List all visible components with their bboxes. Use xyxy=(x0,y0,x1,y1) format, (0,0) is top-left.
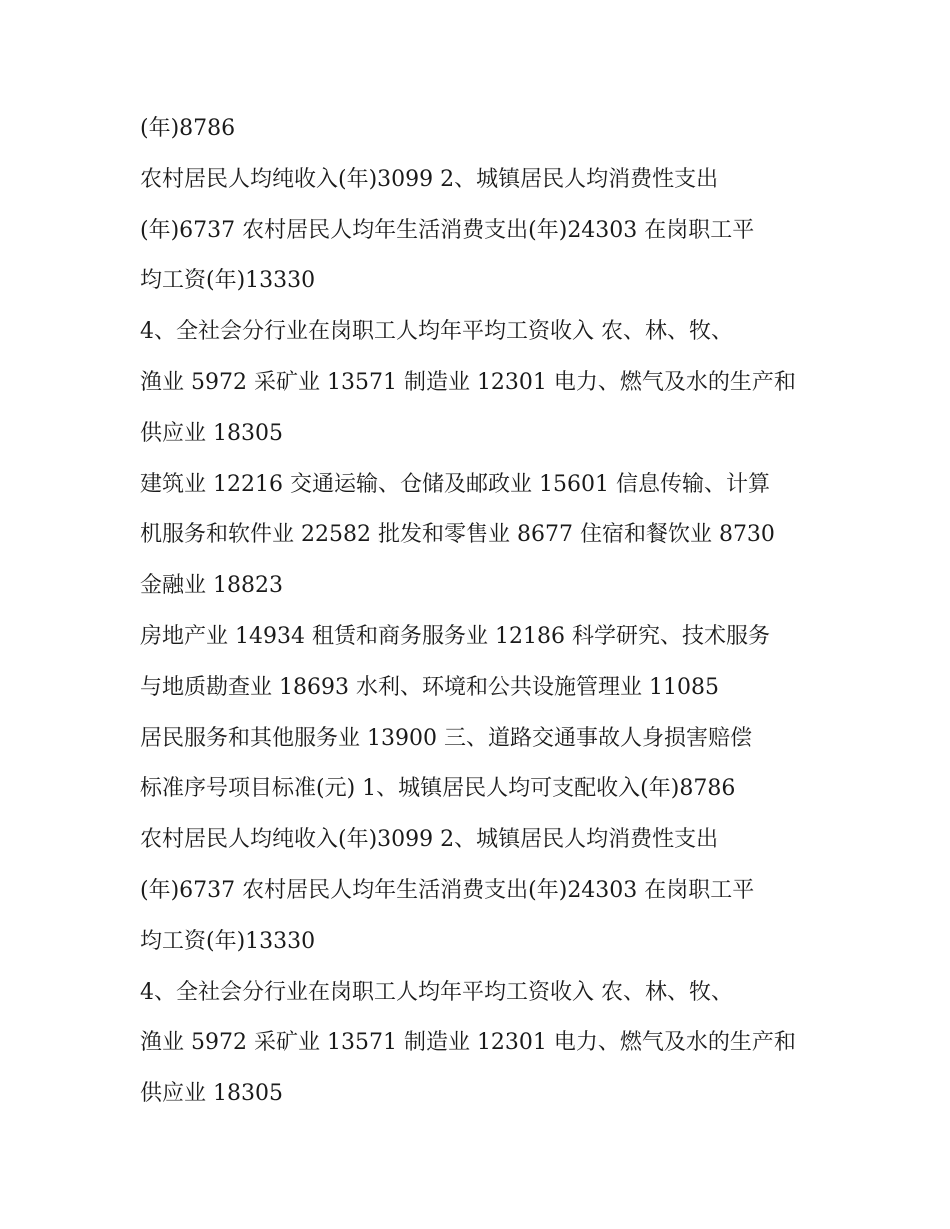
text-line: 渔业 5972 采矿业 13571 制造业 12301 电力、燃气及水的生产和 xyxy=(140,1030,796,1056)
text-line: 居民服务和其他服务业 13900 三、道路交通事故人身损害赔偿 xyxy=(140,725,752,751)
text-line: 与地质勘查业 18693 水利、环境和公共设施管理业 11085 xyxy=(140,674,719,700)
text-line: 均工资(年)13330 xyxy=(140,268,316,294)
text-line: 农村居民人均纯收入(年)3099 2、城镇居民人均消费性支出 xyxy=(140,166,719,192)
text-line: 渔业 5972 采矿业 13571 制造业 12301 电力、燃气及水的生产和 xyxy=(140,369,796,395)
text-line: (年)8786 xyxy=(140,116,236,141)
text-line: 4、全社会分行业在岗职工人均年平均工资收入 农、林、牧、 xyxy=(140,319,733,345)
text-line: 均工资(年)13330 xyxy=(140,928,316,954)
text-line: 4、全社会分行业在岗职工人均年平均工资收入 农、林、牧、 xyxy=(140,979,733,1005)
text-line: 机服务和软件业 22582 批发和零售业 8677 住宿和餐饮业 8730 xyxy=(140,522,775,548)
text-line: 金融业 18823 xyxy=(140,573,283,599)
text-line: (年)6737 农村居民人均年生活消费支出(年)24303 在岗职工平 xyxy=(140,877,755,903)
text-line: (年)6737 农村居民人均年生活消费支出(年)24303 在岗职工平 xyxy=(140,217,755,243)
text-line: 房地产业 14934 租赁和商务服务业 12186 科学研究、技术服务 xyxy=(140,623,770,649)
text-line: 标准序号项目标准(元) 1、城镇居民人均可支配收入(年)8786 xyxy=(140,776,736,802)
text-line: 建筑业 12216 交通运输、仓储及邮政业 15601 信息传输、计算 xyxy=(140,471,770,497)
text-line: 供应业 18305 xyxy=(140,420,283,446)
document-body xyxy=(140,104,820,1120)
text-line: 供应业 18305 xyxy=(140,1081,283,1107)
text-line: 农村居民人均纯收入(年)3099 2、城镇居民人均消费性支出 xyxy=(140,827,719,853)
